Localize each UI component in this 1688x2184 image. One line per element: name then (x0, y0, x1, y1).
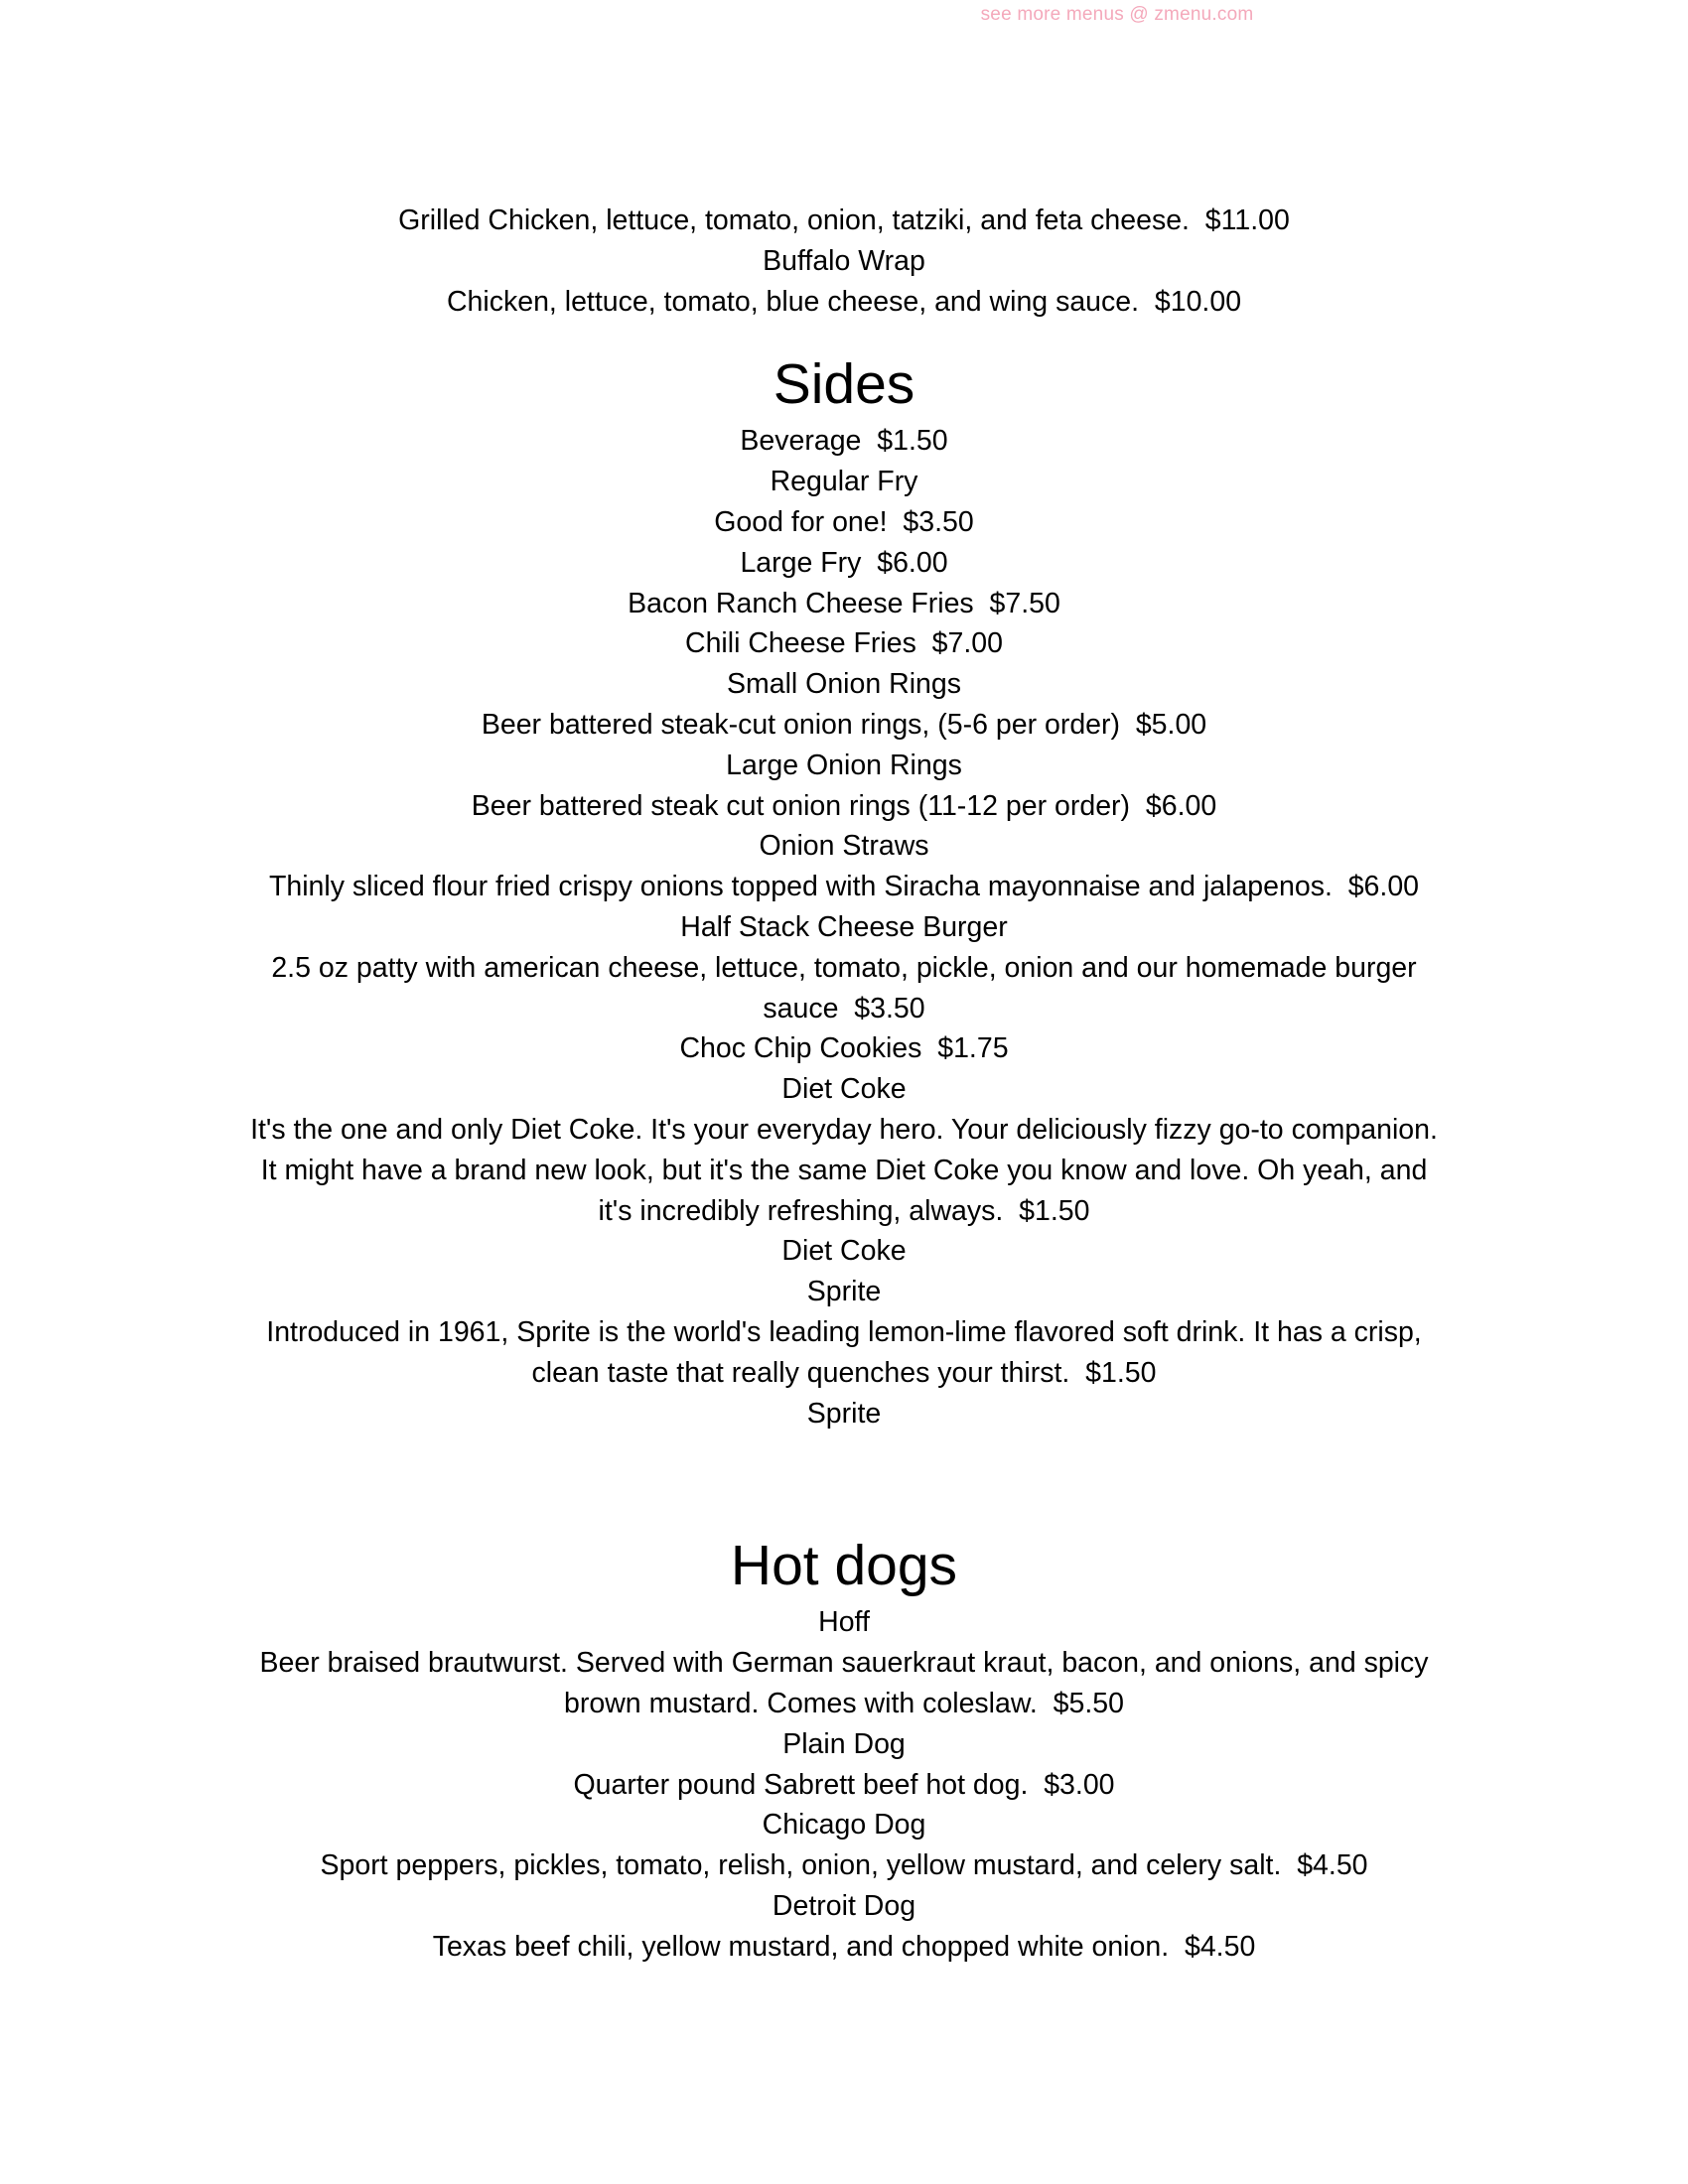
menu-line: it's incredibly refreshing, always. $1.50 (598, 1194, 1090, 1227)
menu-line: Large Onion Rings (726, 749, 962, 781)
menu-line: It's the one and only Diet Coke. It's your everyday hero. Your deliciously fizzy go-to companion. (250, 1113, 1438, 1146)
menu-line: 2.5 oz patty with american cheese, lettuce, tomato, pickle, onion and our homemade burger (271, 951, 1417, 984)
section-heading-hot-dogs: Hot dogs (730, 1534, 958, 1598)
menu-line: Small Onion Rings (726, 668, 961, 701)
menu-line: It might have a brand new look, but it's the same Diet Coke you know and love. Oh yeah, and (260, 1154, 1428, 1186)
watermark-link[interactable]: see more menus @ zmenu.com (980, 4, 1254, 25)
menu-line: Introduced in 1961, Sprite is the world's leading lemon-lime flavored soft drink. It has a crisp, (266, 1315, 1422, 1348)
menu-line: Onion Straws (759, 830, 929, 863)
menu-line: Sprite (806, 1276, 882, 1308)
menu-line: Diet Coke (781, 1235, 907, 1268)
menu-line: Detroit Dog (772, 1889, 916, 1922)
menu-line: Quarter pound Sabrett beef hot dog. $3.00 (573, 1768, 1115, 1801)
menu-line: Chili Cheese Fries $7.00 (685, 627, 1003, 660)
menu-line: Choc Chip Cookies $1.75 (679, 1032, 1009, 1065)
menu-line: Sprite (806, 1397, 882, 1430)
menu-line: Buffalo Wrap (763, 244, 925, 277)
hotdogs-section (199, 1529, 1489, 1967)
menu-line: Beer battered steak cut onion rings (11-12 per order) $6.00 (471, 789, 1217, 822)
menu-line: brown mustard. Comes with coleslaw. $5.50 (564, 1687, 1124, 1719)
menu-line: Plain Dog (782, 1727, 906, 1760)
menu-line: Regular Fry (770, 466, 918, 498)
menu-line: Half Stack Cheese Burger (680, 910, 1008, 943)
menu-line: Grilled Chicken, lettuce, tomato, onion, tatziki, and feta cheese. $11.00 (398, 205, 1290, 236)
section-heading-sides: Sides (773, 352, 915, 417)
menu-line: Bacon Ranch Cheese Fries $7.50 (628, 587, 1060, 619)
menu-line: Hoff (818, 1606, 870, 1639)
menu-line: Diet Coke (781, 1073, 907, 1106)
menu-line: Chicken, lettuce, tomato, blue cheese, and wing sauce. $10.00 (446, 285, 1242, 318)
menu-line: Chicago Dog (762, 1809, 926, 1842)
menu-line: clean taste that really quenches your thirst. $1.50 (531, 1356, 1157, 1389)
menu-line: Beer braised brautwurst. Served with German sauerkraut kraut, bacon, and onions, and spicy (259, 1647, 1429, 1680)
menu-page (199, 201, 1489, 1967)
menu-line: Texas beef chili, yellow mustard, and chopped white onion. $4.50 (432, 1930, 1256, 1963)
menu-line: Beverage $1.50 (740, 425, 948, 458)
intro-section (199, 201, 1489, 322)
menu-line: sauce $3.50 (763, 992, 925, 1024)
menu-line: Sport peppers, pickles, tomato, relish, onion, yellow mustard, and celery salt. $4.50 (320, 1849, 1368, 1882)
menu-line: Thinly sliced flour fried crispy onions topped with Siracha mayonnaise and jalapenos. $6.00 (268, 871, 1420, 903)
menu-line: Large Fry $6.00 (740, 546, 948, 579)
menu-line: Good for one! $3.50 (714, 505, 974, 538)
sides-section (199, 347, 1489, 1433)
menu-line: Beer battered steak-cut onion rings, (5-6 per order) $5.00 (481, 708, 1207, 741)
